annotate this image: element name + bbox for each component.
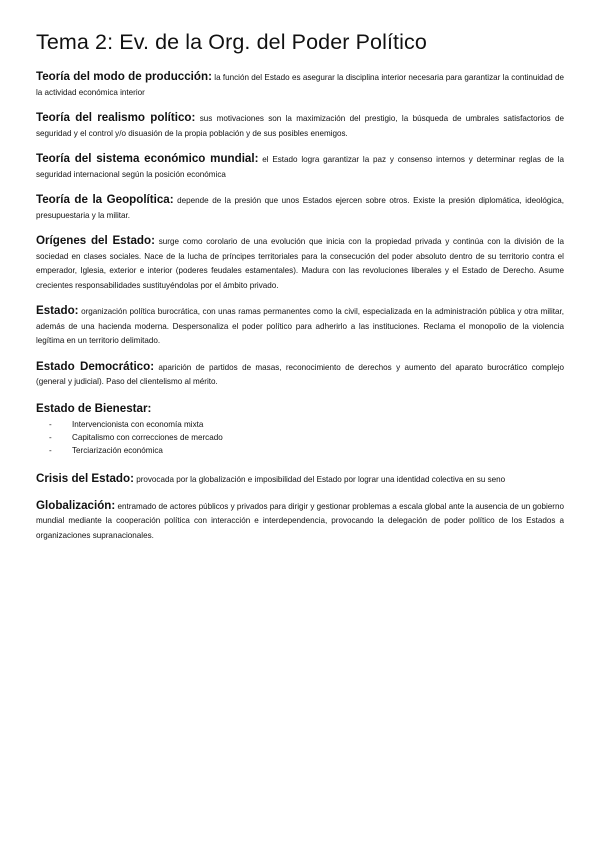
- section-definition: la función del Estado es asegurar la disciplina interior necesaria para garantizar la continuidad de la actividad económica interior: [36, 73, 564, 97]
- section-sistema-economico-mundial: [36, 152, 564, 182]
- section-definition: depende de la presión que unos Estados ejercen sobre otros. Existe la presión diplomática, ideológica, presupuestaria y la militar.: [36, 196, 564, 220]
- section-term: Teoría de la Geopolítica:: [36, 193, 174, 206]
- list-item: [36, 444, 564, 457]
- dash-bullet: -: [49, 432, 52, 442]
- section-modo-produccion: [36, 70, 564, 100]
- section-definition: provocada por la globalización e imposibilidad del Estado por lograr una identidad colectiva en su seno: [136, 475, 506, 485]
- section-term: Crisis del Estado:: [36, 472, 134, 486]
- bienestar-list: [36, 418, 564, 458]
- section-definition: el Estado logra garantizar la paz y consenso internos y determinar reglas de la seguridad internacional según la posición económica: [36, 155, 564, 179]
- section-crisis-estado: [36, 472, 564, 488]
- section-heading-estado-bienestar: Estado de Bienestar:: [36, 401, 152, 415]
- list-item-text: Terciarización económica: [72, 445, 163, 455]
- section-estado-democratico: [36, 360, 564, 390]
- section-term: Teoría del modo de producción:: [36, 70, 212, 83]
- list-item: [36, 418, 564, 431]
- document-page: [36, 28, 564, 554]
- section-term: Estado Democrático:: [36, 359, 155, 373]
- section-definition: aparición de partidos de masas, reconocimiento de derechos y aumento del aparato burocrático complejo (general y judicial). Paso del clientelismo al mérito.: [36, 362, 564, 386]
- section-estado: [36, 304, 564, 349]
- page-title: Tema 2: Ev. de la Org. del Poder Político: [36, 30, 427, 54]
- section-term: Estado:: [36, 304, 79, 317]
- list-item: [36, 431, 564, 444]
- section-geopolitica: [36, 193, 564, 223]
- list-item-text: Intervencionista con economía mixta: [72, 419, 204, 429]
- list-item-text: Capitalismo con correcciones de mercado: [72, 432, 223, 442]
- section-term: Orígenes del Estado:: [36, 234, 155, 247]
- section-term: Globalización:: [36, 498, 116, 512]
- section-definition: sus motivaciones son la maximización del prestigio, la búsqueda de umbrales satisfactorios de seguridad y el control y/o disuasión de la propia población y de sus posibles enemigos.: [36, 114, 564, 138]
- dash-bullet: -: [49, 419, 52, 429]
- section-definition: entramado de actores públicos y privados para dirigir y gestionar problemas a escala global ante la ausencia de un gobierno mundial mediante la cooperación política con interacción e interdependencia, provocando la delegación de poder político de los Estados a organizaciones supranacionales.: [36, 501, 564, 540]
- section-definition: organización política burocrática, con unas ramas permanentes como la civil, especializada en la administración pública y otra militar, además de una hacienda moderna. Despersonaliza el poder político para adherirlo a las instituciones. Reclama el monopolio de la violencia legítima en un territorio delimitado.: [36, 307, 564, 345]
- section-globalizacion: [36, 499, 564, 544]
- section-realismo-politico: [36, 111, 564, 141]
- section-term: Teoría del realismo político:: [36, 111, 196, 124]
- section-definition: surge como corolario de una evolución que inicia con la propiedad privada y continúa con la división de la sociedad en clases sociales. Nace de la lucha de príncipes territoriales para la consecución del poder absoluto dentro de su territorio contra el emperador, Iglesia, exterior e interior (poderes feudales estamentales). Madura con las revoluciones liberales y el Estado de Derecho. Asume crecientes responsabilidades sustituyéndolas por el ámbito privado.: [36, 237, 565, 290]
- dash-bullet: -: [49, 445, 52, 455]
- section-term: Teoría del sistema económico mundial:: [36, 152, 259, 165]
- section-origenes-estado: [36, 234, 564, 293]
